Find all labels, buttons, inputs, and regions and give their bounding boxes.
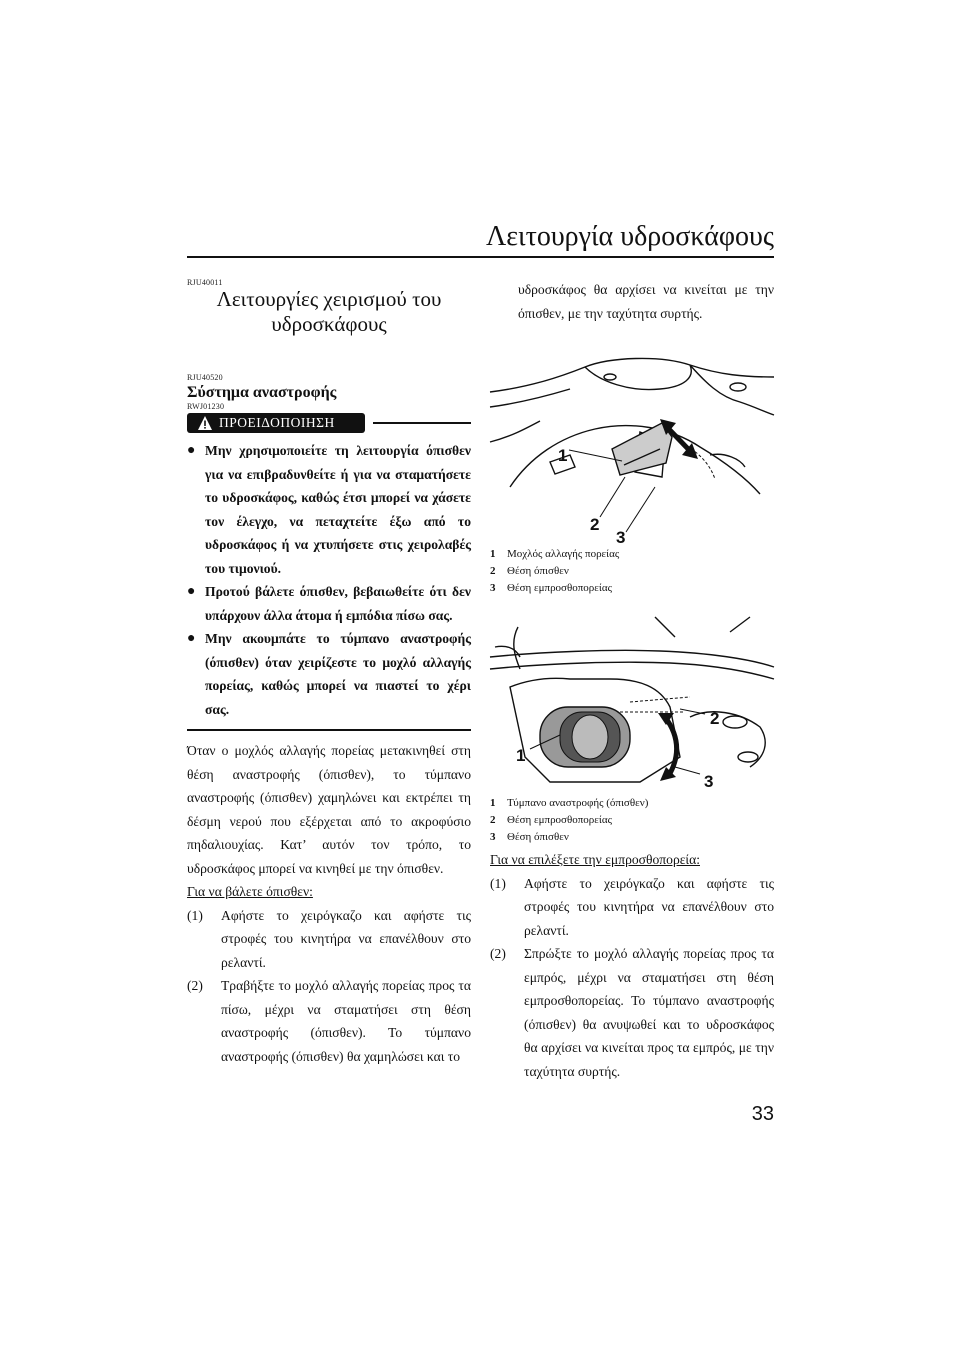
- figure-reverse-gate: [490, 617, 774, 791]
- bullet-icon: ●: [187, 443, 196, 458]
- section-title-line-2: υδροσκάφους: [271, 312, 387, 336]
- subsection-title: Σύστημα αναστροφής: [187, 384, 337, 401]
- warning-item: ● Μην ακουμπάτε το τύμπανο αναστροφής (όπισθεν) όταν χειρίζεστε το μοχλό αλλαγής πορείας, καθώς μπορεί να πιαστεί το χέρι σας.: [187, 627, 471, 721]
- step-item: (2) Τραβήξτε το μοχλό αλλαγής πορείας προς τα πίσω, μέχρι να σταματήσει στη θέση αναστροφής (όπισθεν). Το τύμπανο αναστροφής (όπισθεν) θα χαμηλώσει και το: [187, 978, 471, 1064]
- warning-end-rule: [187, 729, 471, 731]
- bullet-icon: ●: [187, 584, 196, 599]
- legend-item: 2 Θέση εμπροσθοπορείας: [490, 814, 612, 826]
- legend-item: 1 Τύμπανο αναστροφής (όπισθεν): [490, 797, 649, 809]
- warning-triangle-icon: [197, 415, 213, 431]
- figure2-callout-1: 1: [516, 746, 526, 765]
- legend-item: 3 Θέση εμπροσθοπορείας: [490, 582, 612, 594]
- shift-lever-illustration: [490, 337, 774, 547]
- warning-list: [187, 439, 471, 721]
- step-item: (1) Αφήστε το χειρόγκαζο και αφήστε τις στροφές του κινητήρα να επανέλθουν στο ρελαντί.: [187, 907, 471, 970]
- warning-rule: [373, 422, 471, 424]
- warning-code: RWJ01230: [187, 402, 225, 411]
- body-paragraph: Όταν ο μοχλός αλλαγής πορείας μετακινηθεί στη θέση αναστροφής (όπισθεν), το τύμπανο αναστροφής (όπισθεν) χαμηλώνει και εκτρέπει τη δέσμη νερού που εξέρχεται από το ακροφύσιο πηδαλιουχίας. Κατ’ αυτόν τον τρόπο, το υδροσκάφος μπορεί να κινηθεί με την όπισθεν.: [187, 743, 471, 876]
- figure-shift-lever: [490, 337, 774, 547]
- subsection-code: RJU40520: [187, 373, 223, 382]
- figure1-callout-2: 2: [590, 515, 600, 534]
- warning-badge: [187, 413, 365, 433]
- section-title: [187, 287, 471, 337]
- figure2-callout-2: 2: [710, 709, 720, 728]
- warning-item: ● Προτού βάλετε όπισθεν, βεβαιωθείτε ότι δεν υπάρχουν άλλα άτομα ή εμπόδια πίσω σας.: [187, 580, 471, 627]
- figure2-callout-3: 3: [704, 772, 714, 791]
- reverse-gate-illustration: [490, 617, 774, 791]
- figure1-callout-3: 3: [616, 528, 626, 547]
- forward-heading: Για να επιλέξετε την εμπροσθοπορεία:: [490, 852, 700, 867]
- section-title-line-1: Λειτουργίες χειρισμού του: [216, 287, 442, 311]
- warning-item: ● Μην χρησιμοποιείτε τη λειτουργία όπισθεν για να επιβραδυνθείτε ή για να σταματήσετε το υδροσκάφος, καθώς έτσι μπορεί να χάσετε τον έλεγχο, να πεταχτείτε έξω από το υδροσκάφος ή να χτυπήσετε στις χειρολαβές του τιμονιού.: [187, 439, 471, 580]
- forward-steps: [490, 872, 774, 1084]
- page-header: [187, 220, 774, 258]
- page-number: 33: [751, 1103, 774, 1125]
- figure1-legend: [490, 546, 774, 597]
- step-item: (2) Σπρώξτε το μοχλό αλλαγής πορείας προς τα εμπρός, μέχρι να σταματήσει στη θέση εμπροσθοπορείας. Το τύμπανο αναστροφής (όπισθεν) θα ανυψωθεί και το υδροσκάφος θα αρχίσει να κινείται προς τα εμπρός, με την ταχύτητα συρτής.: [490, 946, 774, 1079]
- left-column: [187, 278, 471, 1068]
- legend-item: 2 Θέση όπισθεν: [490, 565, 569, 577]
- figure1-callout-1: 1: [558, 446, 568, 465]
- reverse-heading: Για να βάλετε όπισθεν:: [187, 884, 313, 899]
- reverse-steps: [187, 904, 471, 1069]
- section-code: RJU40011: [187, 278, 223, 287]
- warning-label: ΠΡΟΕΙΔΟΠΟΙΗΣΗ: [219, 415, 335, 430]
- bullet-icon: ●: [187, 631, 196, 646]
- page-header-title: Λειτουργία υδροσκάφους: [485, 221, 774, 252]
- warning-header: [187, 413, 471, 435]
- legend-item: 1 Μοχλός αλλαγής πορείας: [490, 548, 620, 560]
- continuation-paragraph: υδροσκάφος θα αρχίσει να κινείται με την όπισθεν, με την ταχύτητα συρτής.: [518, 282, 774, 321]
- legend-item: 3 Θέση όπισθεν: [490, 831, 569, 843]
- figure2-legend: [490, 795, 774, 846]
- right-column: [490, 278, 774, 1083]
- step-item: (1) Αφήστε το χειρόγκαζο και αφήστε τις στροφές του κινητήρα να επανέλθουν στο ρελαντί.: [490, 875, 774, 938]
